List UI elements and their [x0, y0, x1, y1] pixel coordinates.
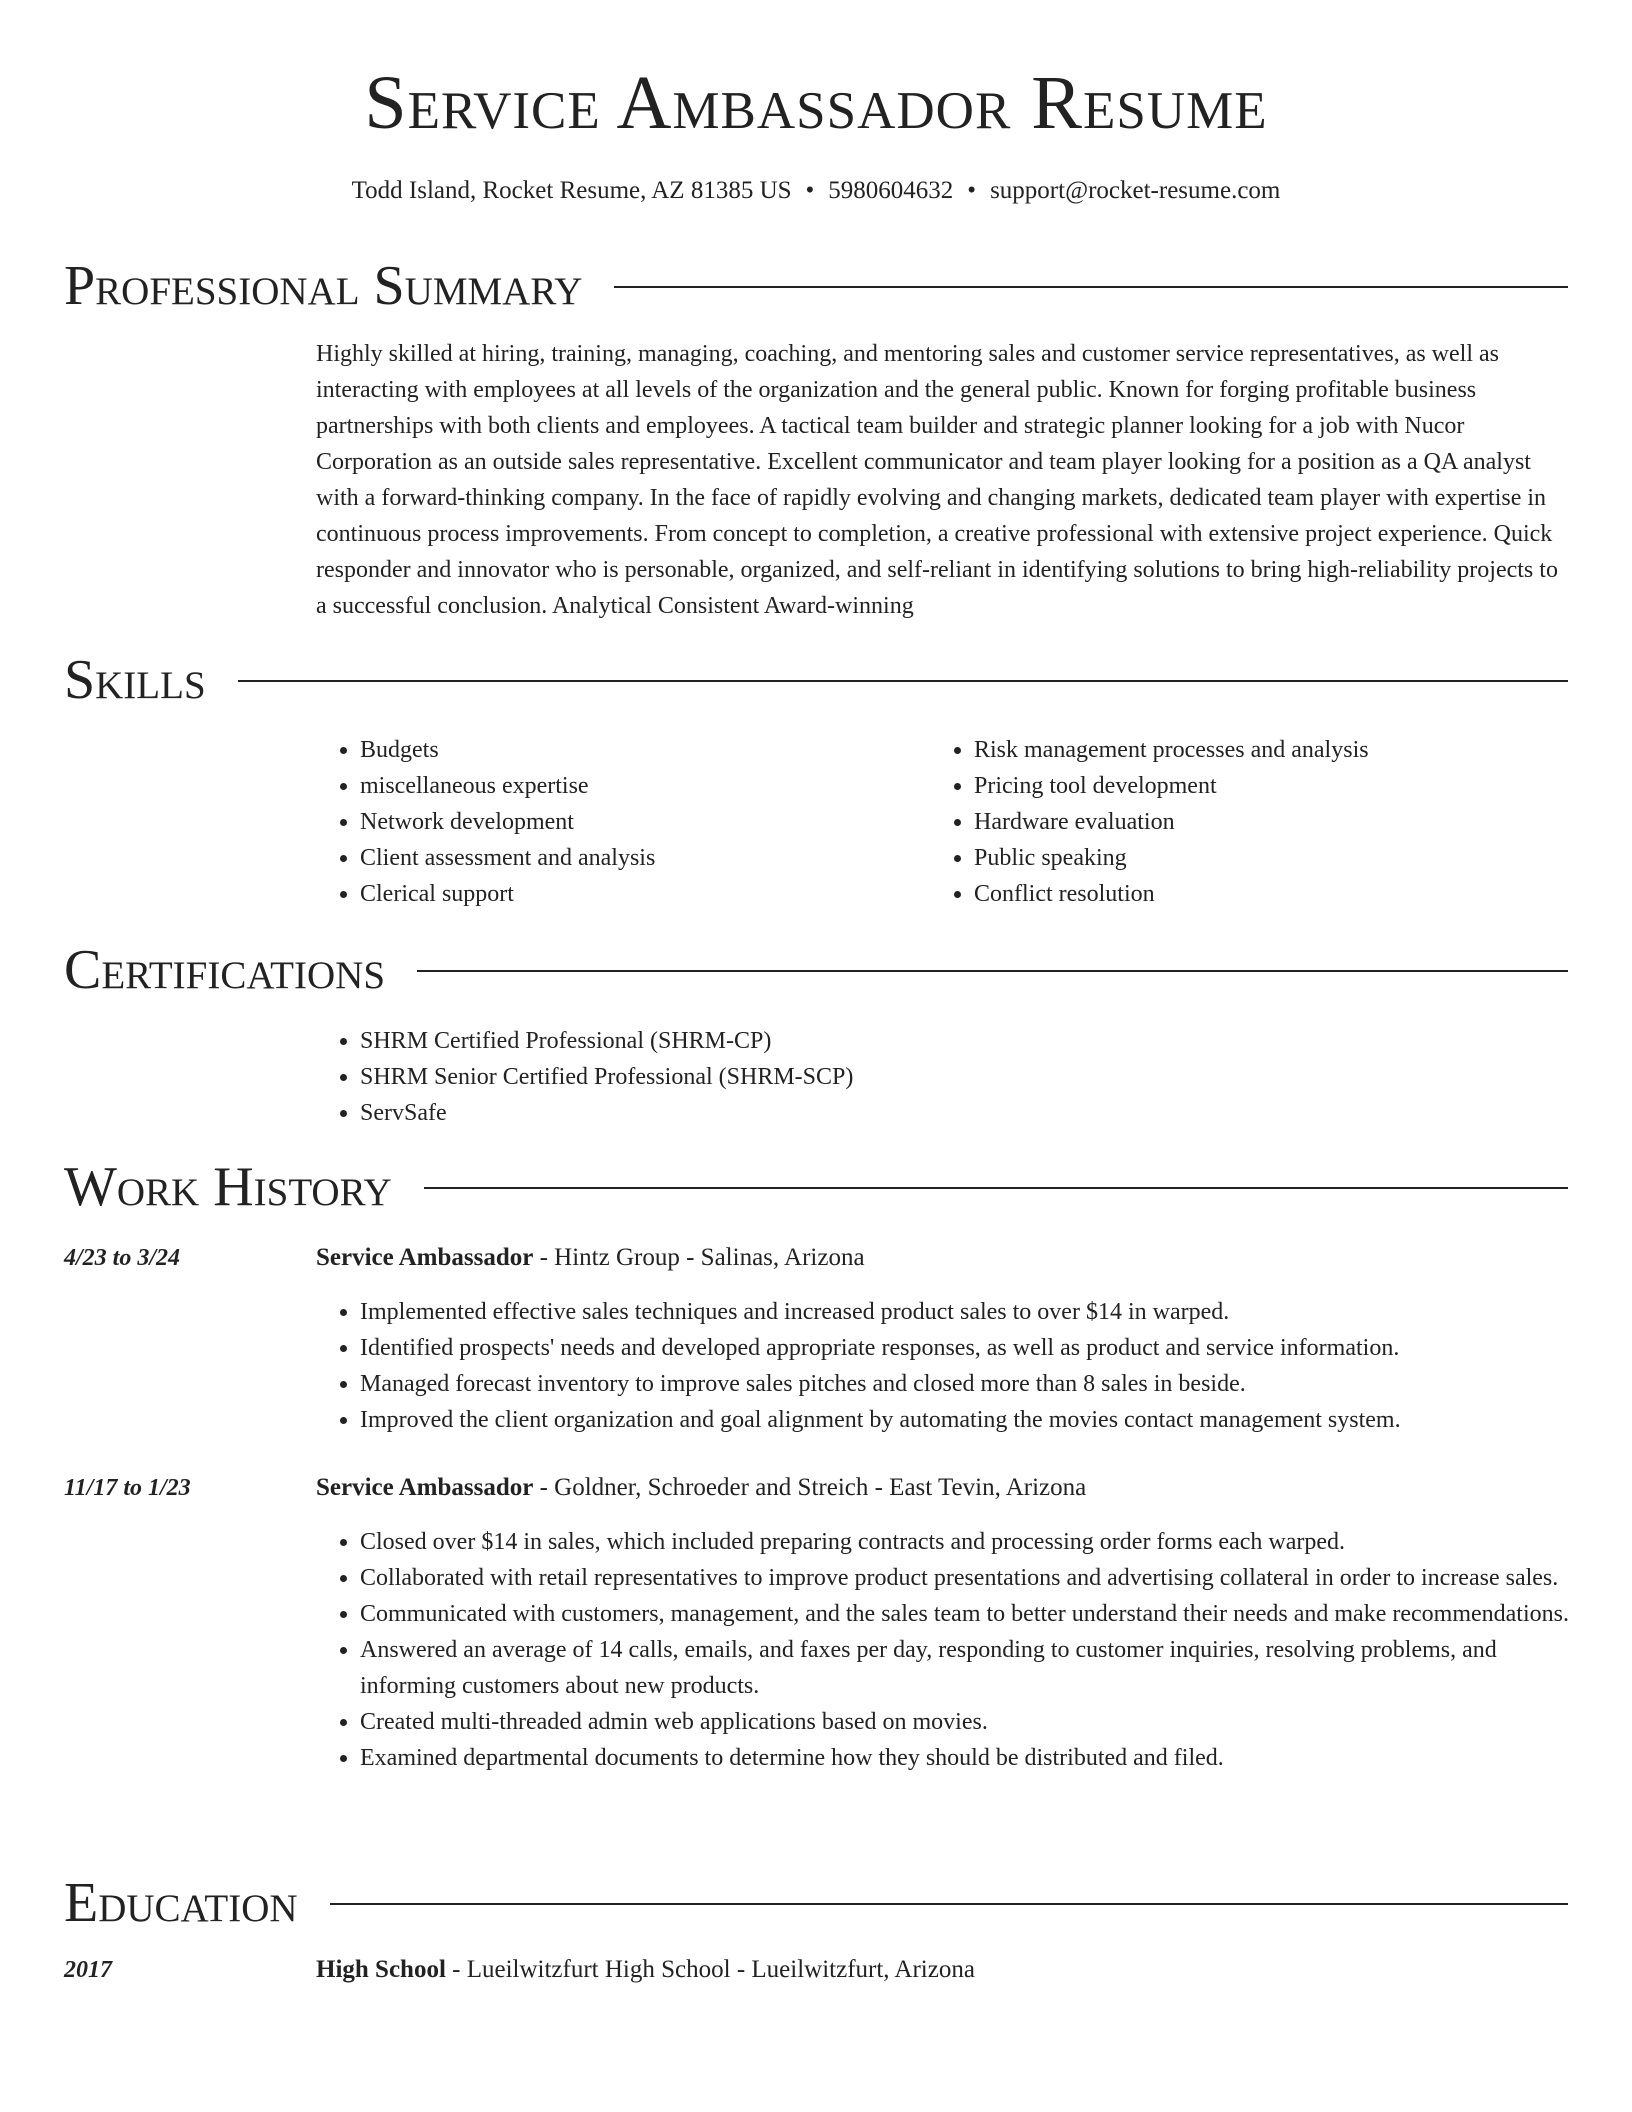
degree: High School [316, 1956, 446, 1983]
skill-item: • Hardware evaluation [974, 804, 1530, 840]
section-education-header [64, 1873, 1568, 1933]
education-year: 2017 [64, 1957, 112, 1983]
skill-item: • Network development [360, 804, 916, 840]
skill-item: • Conflict resolution [974, 876, 1530, 912]
skill-item: • Budgets [360, 732, 916, 768]
work-bullets [316, 1294, 1574, 1438]
certification-item: • ServSafe [360, 1095, 1574, 1131]
work-bullet: • Communicated with customers, management, and the sales team to better understand their needs and make recommendations. [360, 1596, 1574, 1632]
summary-text: Highly skilled at hiring, training, managing, coaching, and mentoring sales and customer service representatives, as well as interacting with employees at all levels of the organization and the general public. Known for forging profitable business partnerships with both clients and employees. A tactical team builder and strategic planner looking for a job with Nucor Corporation as an outside sales representative. Excellent communicator and team player looking for a position as a QA analyst with a forward-thinking company. In the face of rapidly evolving and changing markets, dedicated team player with expertise in continuous process improvements. From concept to completion, a creative professional with extensive project experience. Quick responder and innovator who is personable, organized, and self-reliant in identifying solutions to bring high-reliability projects to a successful conclusion. Analytical Consistent Award-winning [316, 341, 1558, 619]
school-details: - Lueilwitzfurt High School - Lueilwitzfurt, Arizona [445, 1956, 975, 1983]
skill-item: • Pricing tool development [974, 768, 1530, 804]
contact-email: support@rocket-resume.com [990, 177, 1281, 204]
work-bullet: • Identified prospects' needs and developed appropriate responses, as well as product and service information. [360, 1330, 1574, 1366]
certifications-list [316, 1023, 1574, 1131]
section-divider [614, 286, 1568, 288]
work-bullet: • Created multi-threaded admin web applications based on movies. [360, 1704, 1574, 1740]
section-divider [330, 1903, 1568, 1905]
work-bullet: • Improved the client organization and goal alignment by automating the movies contact management system. [360, 1402, 1574, 1438]
work-bullets [316, 1524, 1574, 1776]
section-divider [424, 1187, 1568, 1189]
section-summary-title: Professional Summary [64, 255, 583, 317]
resume-title: Service Ambassador Resume [364, 61, 1268, 145]
job-title: Service Ambassador [316, 1244, 534, 1271]
certification-item: • SHRM Senior Certified Professional (SHRM-SCP) [360, 1059, 1574, 1095]
contact-separator: • [805, 177, 815, 204]
contact-phone: 5980604632 [828, 177, 954, 204]
section-certifications-title: Certifications [64, 939, 386, 1001]
work-bullet: • Implemented effective sales techniques and increased product sales to over $14 in warped. [360, 1294, 1574, 1330]
job-details: - Hintz Group - Salinas, Arizona [533, 1244, 865, 1271]
section-skills-title: Skills [64, 649, 206, 711]
section-education-title: Education [64, 1872, 298, 1934]
work-heading [316, 1240, 865, 1276]
skills-column-right [930, 732, 1530, 912]
section-summary-header [64, 256, 1568, 316]
section-work-header [64, 1157, 1568, 1217]
skill-item: • Clerical support [360, 876, 916, 912]
work-bullet: • Examined departmental documents to determine how they should be distributed and filed. [360, 1740, 1574, 1776]
work-bullet: • Managed forecast inventory to improve sales pitches and closed more than 8 sales in beside. [360, 1366, 1574, 1402]
work-bullet: • Answered an average of 14 calls, emails, and faxes per day, responding to customer inquiries, resolving problems, and informing customers about new products. [360, 1632, 1574, 1704]
work-dates: 4/23 to 3/24 [64, 1245, 181, 1271]
section-work-title: Work History [64, 1156, 392, 1218]
skill-item: • Public speaking [974, 840, 1530, 876]
section-certifications-header [64, 940, 1568, 1000]
education-heading [316, 1952, 975, 1988]
section-divider [417, 970, 1568, 972]
work-heading [316, 1470, 1086, 1506]
skill-item: • miscellaneous expertise [360, 768, 916, 804]
work-bullet: • Collaborated with retail representatives to improve product presentations and advertising collateral in order to increase sales. [360, 1560, 1574, 1596]
job-details: - Goldner, Schroeder and Streich - East Tevin, Arizona [533, 1474, 1087, 1501]
skills-column-left [316, 732, 916, 912]
work-bullet: • Closed over $14 in sales, which included preparing contracts and processing order forms each warped. [360, 1524, 1574, 1560]
section-divider [238, 680, 1568, 682]
contact-line [0, 174, 1632, 208]
skill-item: • Client assessment and analysis [360, 840, 916, 876]
contact-separator: • [967, 177, 977, 204]
contact-address: Todd Island, Rocket Resume, AZ 81385 US [351, 177, 792, 204]
skill-item: • Risk management processes and analysis [974, 732, 1530, 768]
work-dates: 11/17 to 1/23 [64, 1475, 191, 1501]
section-skills-header [64, 650, 1568, 710]
certification-item: • SHRM Certified Professional (SHRM-CP) [360, 1023, 1574, 1059]
job-title: Service Ambassador [316, 1474, 534, 1501]
